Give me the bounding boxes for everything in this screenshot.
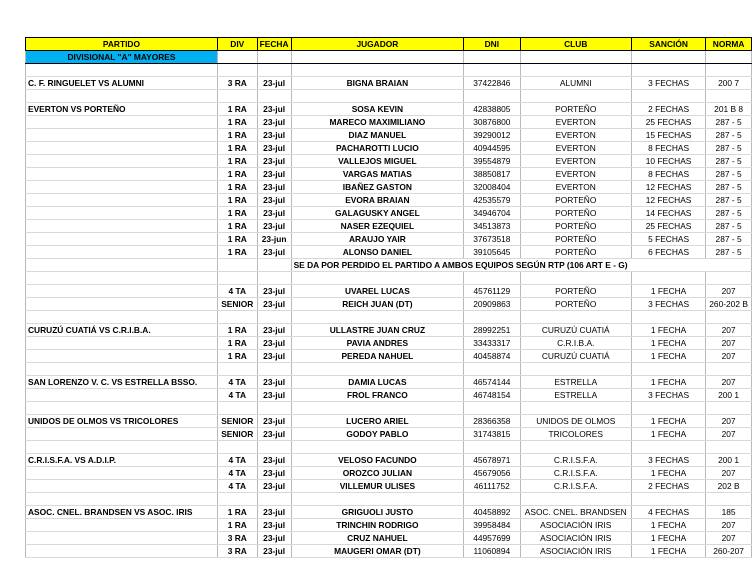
cell-dni: 28992251 [464,324,520,337]
table-row [26,220,752,233]
cell-div: 1 RA [217,337,257,350]
cell-fecha: 23-jul [257,337,291,350]
cell-dni: 37422846 [464,77,520,90]
cell-norma: 287 - 5 [706,233,752,246]
cell-fecha: 23-jul [257,298,291,311]
cell-jugador: DAMIA LUCAS [291,376,464,389]
cell-norma: 287 - 5 [706,155,752,168]
cell-partido [26,298,218,311]
cell-jugador: BIGNA BRAIAN [291,77,464,90]
cell-club: UNIDOS DE OLMOS [520,415,631,428]
cell-club: C.R.I.B.A. [520,337,631,350]
cell-norma: 287 - 5 [706,181,752,194]
cell-jugador: TRINCHIN RODRIGO [291,519,464,532]
cell-div: SENIOR [217,428,257,441]
blank-row [26,441,752,454]
cell-div: 1 RA [217,350,257,363]
table-row [26,480,752,493]
cell-sancion: 1 FECHA [631,519,705,532]
cell-norma: 287 - 5 [706,142,752,155]
cell-norma: 207 [706,324,752,337]
blank-row [26,272,752,285]
cell-partido [26,233,218,246]
cell-sancion: 14 FECHAS [631,207,705,220]
cell-sancion: 12 FECHAS [631,181,705,194]
cell-norma: 207 [706,337,752,350]
cell-partido: ASOC. CNEL. BRANDSEN VS ASOC. IRIS [26,506,218,519]
cell-sancion: 25 FECHAS [631,220,705,233]
cell-fecha: 23-jul [257,428,291,441]
cell-partido [26,480,218,493]
cell-jugador: PEREDA NAHUEL [291,350,464,363]
cell-div: 1 RA [217,194,257,207]
header-fecha: FECHA [257,38,291,51]
table-row [26,129,752,142]
cell-div: 3 RA [217,532,257,545]
cell-fecha: 23-jul [257,389,291,402]
cell-club: PORTEÑO [520,220,631,233]
cell-sancion: 5 FECHAS [631,233,705,246]
cell-club: C.R.I.S.F.A. [520,467,631,480]
cell-club: EVERTON [520,142,631,155]
division-label: DIVISIONAL "A" MAYORES [26,51,218,64]
cell-partido [26,285,218,298]
cell-sancion: 3 FECHAS [631,77,705,90]
cell-dni: 45679056 [464,467,520,480]
cell-jugador: GODOY PABLO [291,428,464,441]
cell-div: 1 RA [217,233,257,246]
table-row [26,207,752,220]
cell-partido: EVERTON VS PORTEÑO [26,103,218,116]
table-row [26,545,752,558]
cell-sancion: 1 FECHA [631,532,705,545]
table-row [26,181,752,194]
cell-div: 1 RA [217,181,257,194]
cell-div: 4 TA [217,389,257,402]
cell-div: 4 TA [217,454,257,467]
cell-partido: C. F. RINGUELET VS ALUMNI [26,77,218,90]
cell-norma: 260-202 B [706,298,752,311]
cell-sancion: 1 FECHA [631,467,705,480]
cell-partido [26,129,218,142]
cell-dni: 40458892 [464,506,520,519]
cell-norma: 260-207 [706,545,752,558]
cell-norma: 200 7 [706,77,752,90]
cell-sancion: 6 FECHAS [631,246,705,259]
cell-norma: 287 - 5 [706,194,752,207]
cell-fecha: 23-jul [257,454,291,467]
cell-div: 1 RA [217,103,257,116]
cell-club: EVERTON [520,116,631,129]
cell-fecha: 23-jul [257,142,291,155]
cell-sancion: 1 FECHA [631,337,705,350]
cell-fecha: 23-jul [257,415,291,428]
cell-partido [26,519,218,532]
cell-sancion: 3 FECHAS [631,298,705,311]
cell-jugador: OROZCO JULIAN [291,467,464,480]
table-row [26,415,752,428]
table-row [26,77,752,90]
cell-div: 1 RA [217,207,257,220]
cell-partido: UNIDOS DE OLMOS VS TRICOLORES [26,415,218,428]
cell-partido [26,246,218,259]
header-div: DIV [217,38,257,51]
table-body [26,38,752,558]
cell-club: EVERTON [520,168,631,181]
cell-jugador: IBAÑEZ GASTON [291,181,464,194]
cell-norma: 207 [706,285,752,298]
cell-fecha: 23-jul [257,116,291,129]
cell-dni: 40944595 [464,142,520,155]
cell-jugador: VALLEJOS MIGUEL [291,155,464,168]
cell-dni: 39290012 [464,129,520,142]
cell-sancion: 8 FECHAS [631,168,705,181]
table-row [26,285,752,298]
cell-dni: 38850817 [464,168,520,181]
cell-div: 1 RA [217,220,257,233]
cell-jugador: PAVIA ANDRES [291,337,464,350]
cell-jugador: ARAUJO YAIR [291,233,464,246]
cell-norma: 207 [706,350,752,363]
cell-sancion: 10 FECHAS [631,155,705,168]
cell-jugador: MAUGERI OMAR (DT) [291,545,464,558]
cell-div: 1 RA [217,324,257,337]
cell-fecha: 23-jul [257,350,291,363]
cell-fecha: 23-jul [257,480,291,493]
cell-club: PORTEÑO [520,194,631,207]
cell-partido [26,155,218,168]
cell-club: EVERTON [520,129,631,142]
cell-jugador: LUCERO ARIEL [291,415,464,428]
cell-fecha: 23-jul [257,246,291,259]
note-row [26,259,752,272]
cell-dni: 42838805 [464,103,520,116]
cell-jugador: DIAZ MANUEL [291,129,464,142]
cell-jugador: GRIGUOLI JUSTO [291,506,464,519]
table-row [26,194,752,207]
cell-norma: 207 [706,532,752,545]
cell-dni: 44957699 [464,532,520,545]
table-row [26,337,752,350]
cell-div: 1 RA [217,116,257,129]
cell-partido: C.R.I.S.F.A. VS A.D.I.P. [26,454,218,467]
blank-row [26,402,752,415]
blank-row [26,493,752,506]
cell-club: ALUMNI [520,77,631,90]
cell-sancion: 1 FECHA [631,428,705,441]
division-row [26,51,752,64]
cell-jugador: ALONSO DANIEL [291,246,464,259]
cell-partido [26,545,218,558]
cell-sancion: 15 FECHAS [631,129,705,142]
table-row [26,298,752,311]
cell-partido: CURUZÚ CUATIÁ VS C.R.I.B.A. [26,324,218,337]
cell-sancion: 1 FECHA [631,285,705,298]
cell-partido [26,168,218,181]
cell-fecha: 23-jul [257,532,291,545]
cell-norma: 287 - 5 [706,129,752,142]
cell-dni: 34513873 [464,220,520,233]
cell-club: ASOC. CNEL. BRANDSEN [520,506,631,519]
cell-partido [26,350,218,363]
cell-partido [26,337,218,350]
cell-club: PORTEÑO [520,233,631,246]
cell-sancion: 3 FECHAS [631,389,705,402]
cell-club: CURUZÚ CUATIÁ [520,350,631,363]
cell-div: 3 RA [217,545,257,558]
table-row [26,519,752,532]
cell-sancion: 1 FECHA [631,350,705,363]
cell-div: 1 RA [217,168,257,181]
table-row [26,233,752,246]
sanctions-table [25,37,752,558]
cell-norma: 201 B 8 [706,103,752,116]
cell-club: PORTEÑO [520,207,631,220]
cell-jugador: GALAGUSKY ANGEL [291,207,464,220]
cell-sancion: 25 FECHAS [631,116,705,129]
cell-jugador: NASER EZEQUIEL [291,220,464,233]
cell-div: 1 RA [217,246,257,259]
cell-fecha: 23-jul [257,194,291,207]
blank-row [26,363,752,376]
cell-jugador: VARGAS MATIAS [291,168,464,181]
cell-norma: 185 [706,506,752,519]
cell-fecha: 23-jul [257,103,291,116]
cell-div: 4 TA [217,285,257,298]
cell-fecha: 23-jul [257,285,291,298]
cell-norma: 207 [706,428,752,441]
cell-fecha: 23-jul [257,220,291,233]
cell-club: CURUZÚ CUATIÁ [520,324,631,337]
cell-div: 1 RA [217,129,257,142]
cell-div: 4 TA [217,376,257,389]
cell-norma: 200 1 [706,389,752,402]
cell-jugador: UVAREL LUCAS [291,285,464,298]
cell-div: SENIOR [217,298,257,311]
cell-div: 3 RA [217,77,257,90]
cell-sancion: 1 FECHA [631,324,705,337]
blank-row [26,311,752,324]
cell-dni: 31743815 [464,428,520,441]
table-row [26,350,752,363]
cell-dni: 45761129 [464,285,520,298]
cell-dni: 37673518 [464,233,520,246]
cell-div: 4 TA [217,480,257,493]
cell-club: PORTEÑO [520,246,631,259]
table-row [26,428,752,441]
cell-club: ESTRELLA [520,389,631,402]
cell-jugador: ULLASTRE JUAN CRUZ [291,324,464,337]
cell-dni: 39105645 [464,246,520,259]
cell-div: 1 RA [217,519,257,532]
cell-norma: 202 B [706,480,752,493]
cell-dni: 28366358 [464,415,520,428]
table-row [26,116,752,129]
cell-club: ASOCIACIÓN IRIS [520,519,631,532]
cell-sancion: 2 FECHAS [631,103,705,116]
cell-club: C.R.I.S.F.A. [520,480,631,493]
cell-jugador: VILLEMUR ULISES [291,480,464,493]
cell-norma: 207 [706,519,752,532]
cell-club: ASOCIACIÓN IRIS [520,532,631,545]
blank-row [26,90,752,103]
cell-partido [26,389,218,402]
cell-dni: 46574144 [464,376,520,389]
table-row [26,467,752,480]
cell-jugador: CRUZ NAHUEL [291,532,464,545]
cell-jugador: PACHAROTTI LUCIO [291,142,464,155]
cell-dni: 42535579 [464,194,520,207]
cell-div: 1 RA [217,506,257,519]
cell-fecha: 23-jul [257,129,291,142]
header-jugador: JUGADOR [291,38,464,51]
match-note: SE DA POR PERDIDO EL PARTIDO A AMBOS EQUIPOS SEGÚN RTP (106 ART E - G) [291,259,751,272]
cell-club: PORTEÑO [520,285,631,298]
cell-club: ESTRELLA [520,376,631,389]
cell-fecha: 23-jun [257,233,291,246]
cell-sancion: 4 FECHAS [631,506,705,519]
cell-div: SENIOR [217,415,257,428]
cell-norma: 287 - 5 [706,246,752,259]
cell-sancion: 12 FECHAS [631,194,705,207]
blank-row [26,64,752,77]
table-row [26,376,752,389]
cell-club: C.R.I.S.F.A. [520,454,631,467]
cell-fecha: 23-jul [257,376,291,389]
header-dni: DNI [464,38,520,51]
cell-div: 1 RA [217,142,257,155]
cell-fecha: 23-jul [257,467,291,480]
table-row [26,454,752,467]
cell-jugador: EVORA BRAIAN [291,194,464,207]
cell-norma: 287 - 5 [706,220,752,233]
header-row [26,38,752,51]
cell-club: EVERTON [520,155,631,168]
table-row [26,168,752,181]
table-row [26,155,752,168]
cell-club: ASOCIACIÓN IRIS [520,545,631,558]
cell-dni: 34946704 [464,207,520,220]
cell-dni: 46111752 [464,480,520,493]
cell-fecha: 23-jul [257,545,291,558]
cell-div: 1 RA [217,155,257,168]
cell-div: 4 TA [217,467,257,480]
cell-partido [26,467,218,480]
cell-jugador: SOSA KEVIN [291,103,464,116]
cell-partido [26,116,218,129]
cell-norma: 287 - 5 [706,207,752,220]
cell-club: EVERTON [520,181,631,194]
cell-partido [26,207,218,220]
cell-dni: 32008404 [464,181,520,194]
header-club: CLUB [520,38,631,51]
cell-dni: 39958484 [464,519,520,532]
cell-fecha: 23-jul [257,77,291,90]
table-row [26,103,752,116]
cell-partido [26,532,218,545]
cell-club: PORTEÑO [520,298,631,311]
cell-sancion: 2 FECHAS [631,480,705,493]
cell-partido [26,428,218,441]
header-sancion: SANCIÓN [631,38,705,51]
cell-jugador: VELOSO FACUNDO [291,454,464,467]
table-row [26,532,752,545]
cell-dni: 39554879 [464,155,520,168]
cell-club: PORTEÑO [520,103,631,116]
cell-jugador: MARECO MAXIMILIANO [291,116,464,129]
cell-partido: SAN LORENZO V. C. VS ESTRELLA BSSO. [26,376,218,389]
cell-dni: 45678971 [464,454,520,467]
cell-fecha: 23-jul [257,168,291,181]
cell-fecha: 23-jul [257,324,291,337]
cell-fecha: 23-jul [257,506,291,519]
cell-sancion: 3 FECHAS [631,454,705,467]
cell-sancion: 1 FECHA [631,376,705,389]
cell-partido [26,194,218,207]
cell-partido [26,142,218,155]
cell-dni: 33433317 [464,337,520,350]
cell-fecha: 23-jul [257,155,291,168]
cell-fecha: 23-jul [257,519,291,532]
table-row [26,246,752,259]
table-row [26,142,752,155]
cell-norma: 207 [706,376,752,389]
cell-dni: 40458874 [464,350,520,363]
cell-sancion: 1 FECHA [631,545,705,558]
table-row [26,506,752,519]
cell-dni: 30876800 [464,116,520,129]
cell-sancion: 1 FECHA [631,415,705,428]
cell-jugador: FROL FRANCO [291,389,464,402]
cell-norma: 287 - 5 [706,168,752,181]
cell-club: TRICOLORES [520,428,631,441]
cell-norma: 200 1 [706,454,752,467]
cell-dni: 11060894 [464,545,520,558]
cell-jugador: REICH JUAN (DT) [291,298,464,311]
cell-norma: 287 - 5 [706,116,752,129]
cell-partido [26,220,218,233]
cell-dni: 46748154 [464,389,520,402]
cell-partido [26,181,218,194]
header-partido: PARTIDO [26,38,218,51]
cell-norma: 207 [706,467,752,480]
header-norma: NORMA [706,38,752,51]
table-row [26,389,752,402]
cell-norma: 207 [706,415,752,428]
table-row [26,324,752,337]
cell-sancion: 8 FECHAS [631,142,705,155]
cell-fecha: 23-jul [257,207,291,220]
cell-dni: 20909863 [464,298,520,311]
cell-fecha: 23-jul [257,181,291,194]
